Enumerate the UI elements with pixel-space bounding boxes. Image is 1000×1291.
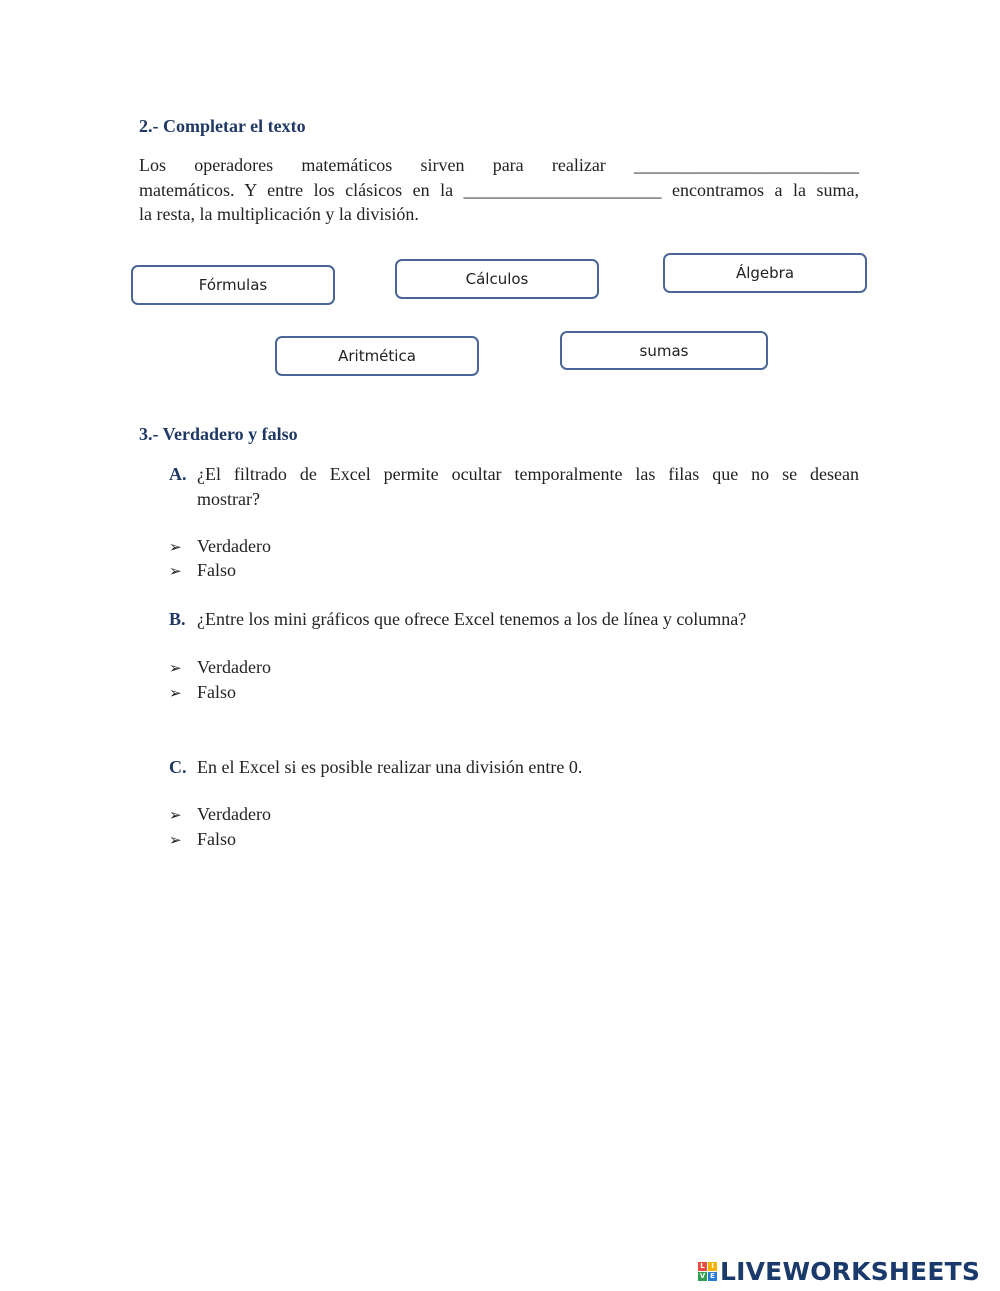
question-b — [169, 607, 859, 632]
word-option-algebra[interactable]: Álgebra — [663, 253, 867, 293]
option-b-falso[interactable]: ➢ Falso — [169, 680, 236, 706]
option-a-falso[interactable]: ➢ Falso — [169, 558, 236, 584]
paragraph-line-2: matemáticos. Y entre los clásicos en la ______________________ encontramos a la suma, — [139, 179, 859, 200]
question-c — [169, 755, 859, 780]
logo-text: LIVEWORKSHEETS — [720, 1256, 981, 1286]
question-a — [169, 462, 859, 511]
question-letter: B. — [169, 609, 186, 629]
question-text: En el Excel si es posible realizar una división entre 0. — [197, 757, 583, 777]
logo-mark-icon — [698, 1262, 717, 1281]
arrow-bullet-icon: ➢ — [169, 806, 182, 824]
option-b-verdadero[interactable]: ➢ Verdadero — [169, 655, 271, 681]
word-option-aritmetica[interactable]: Aritmética — [275, 336, 479, 376]
liveworksheets-logo — [698, 1258, 980, 1284]
option-a-verdadero[interactable]: ➢ Verdadero — [169, 534, 271, 560]
logo-letter: I — [708, 1262, 717, 1271]
word-option-calculos[interactable]: Cálculos — [395, 259, 599, 299]
word-option-sumas[interactable]: sumas — [560, 331, 768, 370]
logo-letter: V — [699, 1272, 706, 1280]
question-text: ¿El filtrado de Excel permite ocultar temporalmente las filas que no se desean mostrar? — [197, 464, 859, 509]
paragraph-line-3: la resta, la multiplicación y la división. — [139, 204, 419, 224]
question-letter: C. — [169, 757, 187, 777]
option-c-falso[interactable]: ➢ Falso — [169, 827, 236, 853]
arrow-bullet-icon: ➢ — [169, 831, 182, 849]
arrow-bullet-icon: ➢ — [169, 659, 182, 677]
option-c-verdadero[interactable]: ➢ Verdadero — [169, 802, 271, 828]
paragraph-line-1: Los operadores matemáticos sirven para realizar _________________________ — [139, 155, 859, 175]
logo-letter: E — [708, 1272, 717, 1281]
arrow-bullet-icon: ➢ — [169, 562, 182, 580]
section-3-heading: 3.- Verdadero y falso — [139, 424, 298, 444]
arrow-bullet-icon: ➢ — [169, 684, 182, 702]
word-option-formulas[interactable]: Fórmulas — [131, 265, 335, 305]
arrow-bullet-icon: ➢ — [169, 538, 182, 556]
logo-letter: L — [698, 1262, 707, 1271]
section-2-heading: 2.- Completar el texto — [139, 116, 306, 136]
fill-in-paragraph — [139, 153, 859, 227]
question-letter: A. — [169, 464, 187, 484]
question-text: ¿Entre los mini gráficos que ofrece Excel tenemos a los de línea y columna? — [197, 609, 747, 629]
